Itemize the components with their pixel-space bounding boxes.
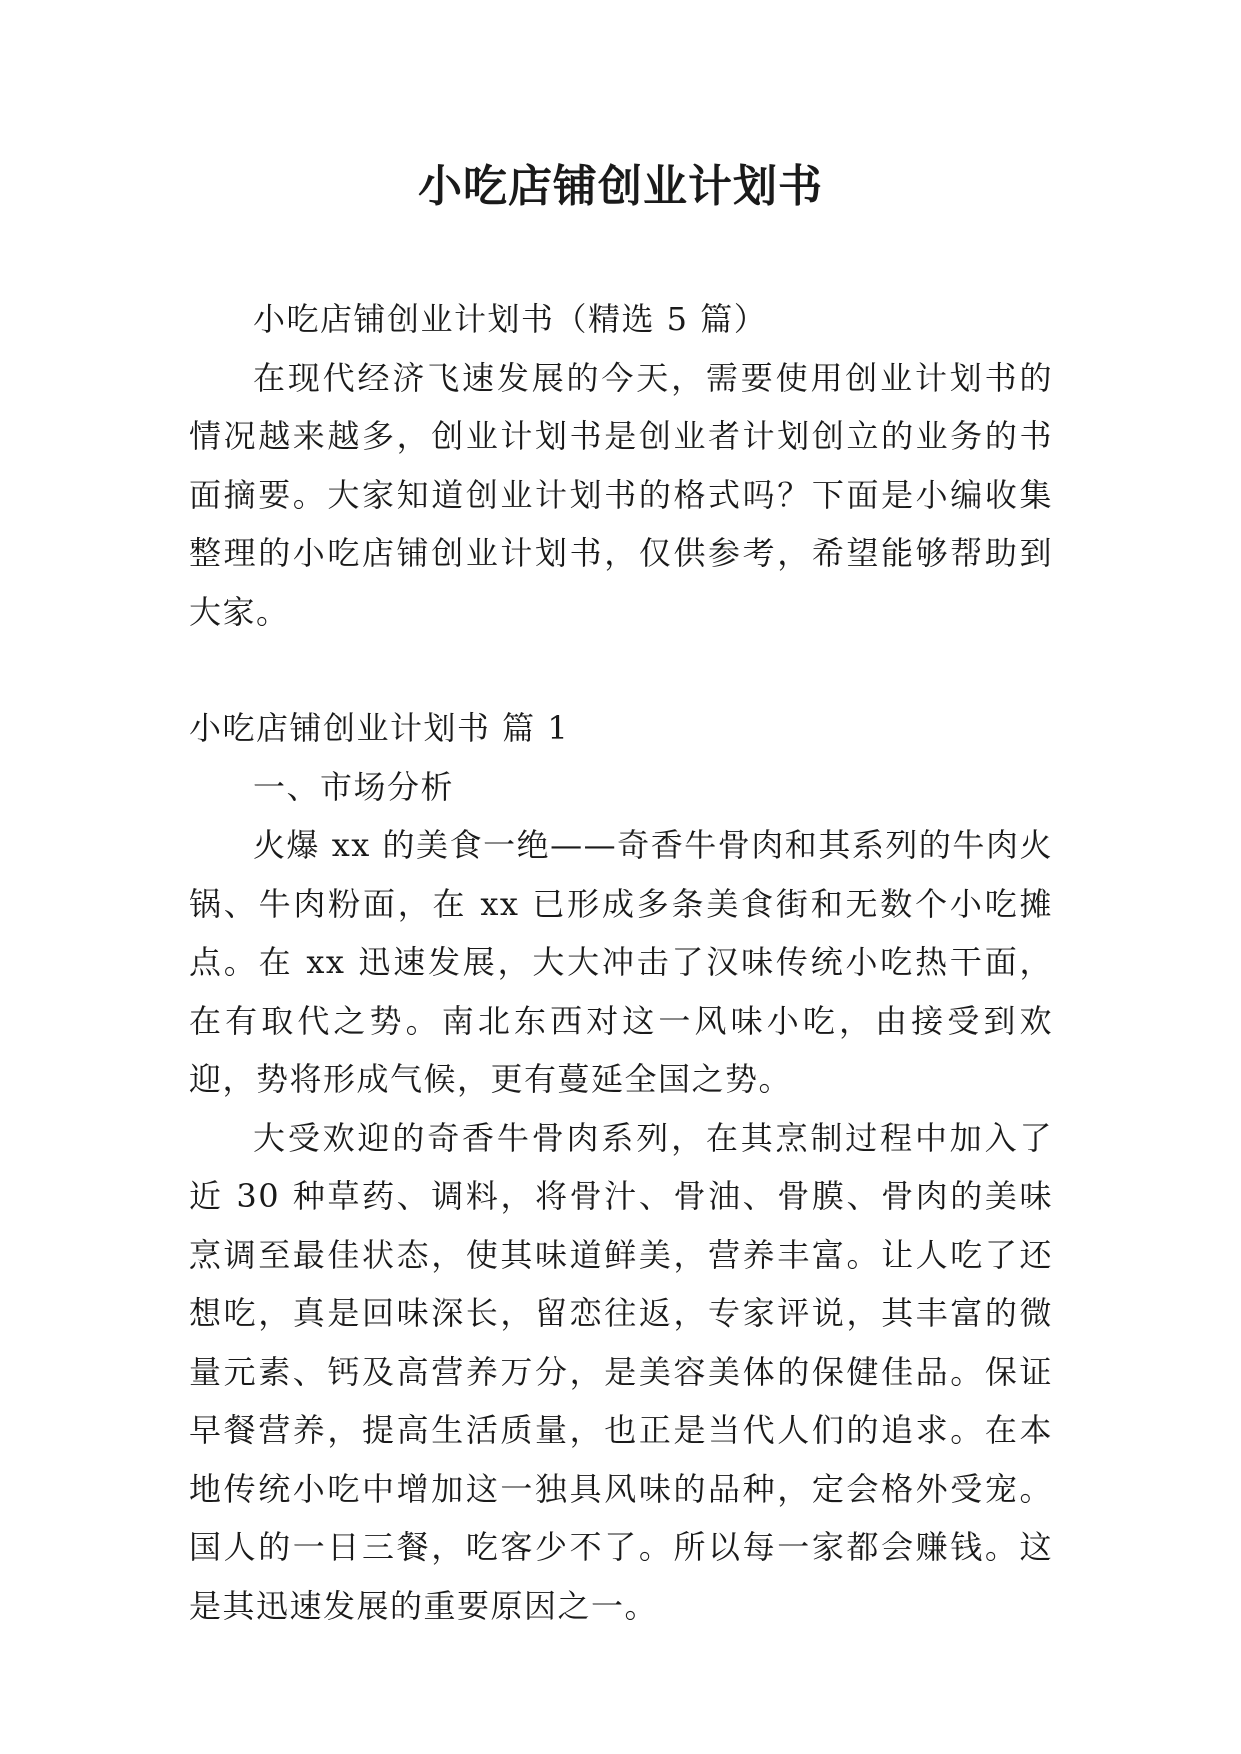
- document-body: [189, 290, 1053, 1635]
- spacer: [189, 641, 1053, 699]
- body-paragraph-2: 大受欢迎的奇香牛骨肉系列，在其烹制过程中加入了近 30 种草药、调料，将骨汁、骨油、骨膜、骨肉的美味烹调至最佳状态，使其味道鲜美，营养丰富。让人吃了还想吃，真是回味深长，留恋往返，专家评说，其丰富的微量元素、钙及高营养万分，是美容美体的保健佳品。保证早餐营养，提高生活质量，也正是当代人们的追求。在本地传统小吃中增加这一独具风味的品种，定会格外受宠。国人的一日三餐，吃客少不了。所以每一家都会赚钱。这是其迅速发展的重要原因之一。: [189, 1118, 1053, 1625]
- intro-paragraph: 在现代经济飞速发展的今天，需要使用创业计划书的情况越来越多，创业计划书是创业者计划创立的业务的书面摘要。大家知道创业计划书的格式吗？下面是小编收集整理的小吃店铺创业计划书，仅供参考，希望能够帮助到大家。: [189, 358, 1053, 631]
- body-paragraph-1: 火爆 xx 的美食一绝——奇香牛骨肉和其系列的牛肉火锅、牛肉粉面，在 xx 已形成多条美食街和无数个小吃摊点。在 xx 迅速发展，大大冲击了汉味传统小吃热干面，在有取代之势。南北东西对这一风味小吃，由接受到欢迎，势将形成气候，更有蔓延全国之势。: [189, 826, 1053, 1098]
- subsection-heading: 一、市场分析: [253, 767, 455, 806]
- document-title: 小吃店铺创业计划书: [418, 161, 823, 212]
- document-subtitle: 小吃店铺创业计划书（精选 5 篇）: [253, 300, 768, 338]
- section-heading: 小吃店铺创业计划书 篇 1: [189, 709, 570, 747]
